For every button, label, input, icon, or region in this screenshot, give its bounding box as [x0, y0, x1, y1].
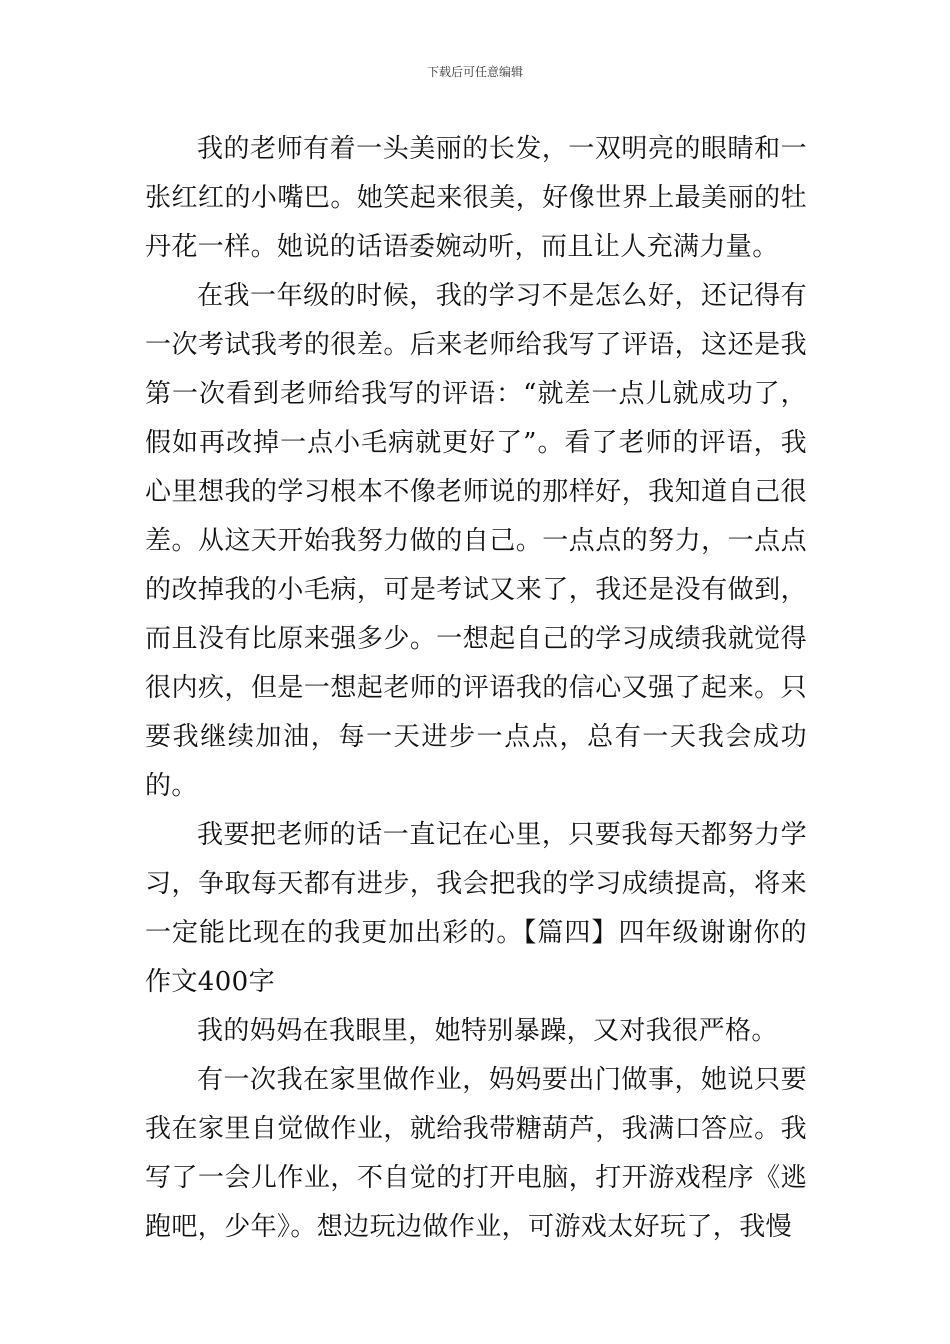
paragraph: 在我一年级的时候，我的学习不是怎么好，还记得有一次考试我考的很差。后来老师给我写了评语，这还是我第一次看到老师给我写的评语：“就差一点儿就成功了，假如再改掉一点小毛病就更好了”。看了老师的评语，我心里想我的学习根本不像老师说的那样好，我知道自己很差。从这天开始我努力做的自己。一点点的努力，一点点的改掉我的小毛病，可是考试又来了，我还是没有做到，而且没有比原来强多少。一想起自己的学习成绩我就觉得很内疚，但是一想起老师的评语我的信心又强了起来。只要我继续加油，每一天进步一点点，总有一天我会成功的。 — [145, 281, 807, 801]
page-header: 下载后可任意编辑 — [426, 65, 523, 79]
paragraph: 我的老师有着一头美丽的长发，一双明亮的眼睛和一张红红的小嘴巴。她笑起来很美，好像世界上最美丽的牡丹花一样。她说的话语委婉动听，而且让人充满力量。 — [145, 134, 807, 262]
paragraph: 我的妈妈在我眼里，她特别暴躁，又对我很严格。 — [197, 1016, 778, 1046]
paragraph: 有一次我在家里做作业，妈妈要出门做事，她说只要我在家里自觉做作业，就给我带糖葫芦，我满口答应。我写了一会儿作业，不自觉的打开电脑，打开游戏程序《逃跑吧，少年》。想边玩边做作业，可游戏太好玩了，我慢 — [145, 1065, 807, 1242]
document-body — [145, 125, 807, 1252]
paragraph: 我要把老师的话一直记在心里，只要我每天都努力学习，争取每天都有进步，我会把我的学习成绩提高，将来一定能比现在的我更加出彩的。【篇四】四年级谢谢你的作文400字 — [145, 820, 807, 997]
